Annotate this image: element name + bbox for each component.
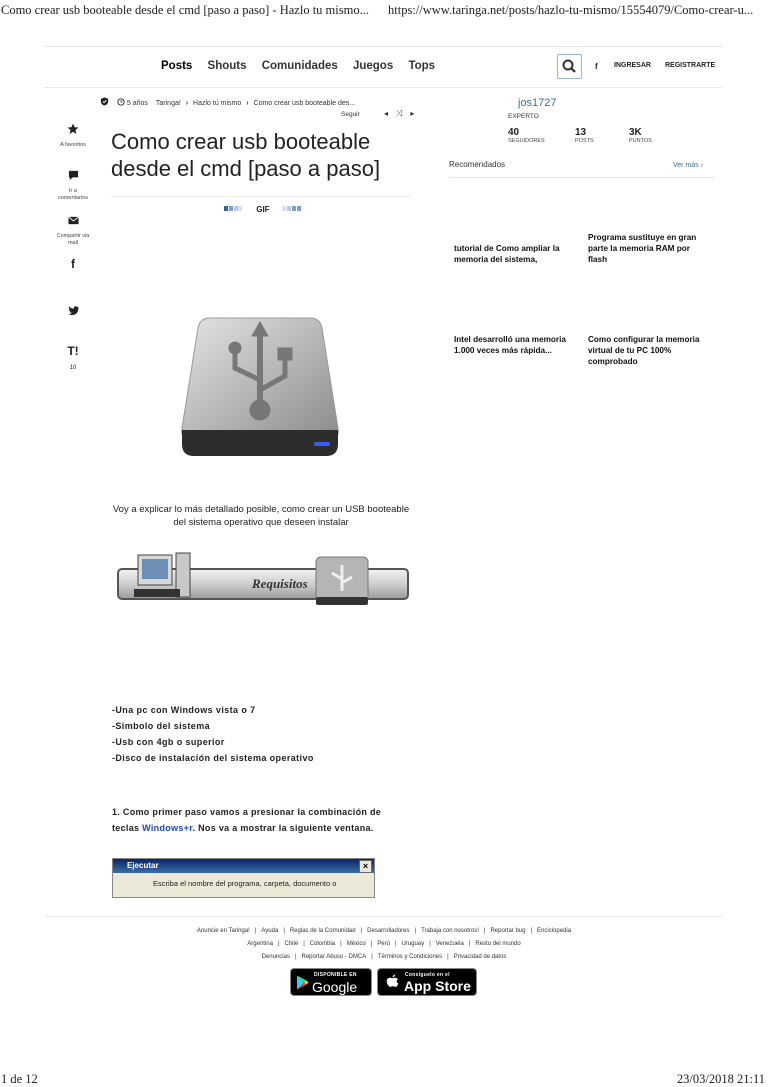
print-footer-datetime: 23/03/2018 21:11 bbox=[676, 1072, 765, 1086]
nav-item-posts[interactable]: Posts bbox=[161, 60, 193, 72]
posts-count: 13 bbox=[575, 127, 587, 138]
separator: | bbox=[447, 954, 449, 960]
post-intro: Voy a explicar lo más detallado posible, como crear un USB booteable del sistema operativo que deseen instalar bbox=[112, 504, 410, 528]
points-count: 10 bbox=[69, 365, 77, 371]
usb-drive-image bbox=[170, 310, 350, 460]
apple-icon bbox=[386, 974, 399, 990]
footer-links-row-3 bbox=[0, 954, 768, 960]
clock-icon bbox=[117, 98, 125, 106]
footer-link[interactable]: Reglas de la Comunidad bbox=[289, 928, 356, 934]
step-1-text bbox=[112, 804, 402, 836]
step-1-text-end: . Nos va a mostrar la siguiente ventana. bbox=[192, 823, 374, 833]
random-post-icon[interactable]: ⤨ bbox=[396, 109, 411, 118]
separator: | bbox=[370, 941, 373, 947]
mail-icon[interactable] bbox=[58, 212, 88, 230]
next-post-icon[interactable]: ▸ bbox=[410, 109, 423, 118]
close-icon: × bbox=[359, 860, 372, 873]
footer-link[interactable]: Reportar bug bbox=[490, 928, 526, 934]
footer-link[interactable]: Chile bbox=[284, 941, 299, 947]
print-header-url: https://www.taringa.net/posts/hazlo-tu-mismo/15554079/Como-crear-u... bbox=[388, 3, 754, 17]
run-dialog-titlebar bbox=[113, 859, 374, 873]
footer-link[interactable]: Trabaja con nosotros! bbox=[421, 928, 479, 934]
print-footer-page: 1 de 12 bbox=[1, 1072, 38, 1086]
footer-link[interactable]: Reportar Abuso - DMCA bbox=[301, 954, 367, 960]
previous-post-icon[interactable]: ◂ bbox=[384, 109, 397, 118]
footer-links-row-1 bbox=[0, 928, 768, 934]
footer-link[interactable]: Términos y Condiciones bbox=[377, 954, 443, 960]
facebook-share-icon[interactable]: f bbox=[71, 257, 75, 271]
followers-count: 40 bbox=[508, 127, 520, 138]
separator: | bbox=[394, 941, 397, 947]
breadcrumb bbox=[100, 97, 355, 107]
points-total: 3K bbox=[629, 127, 642, 138]
list-item: -Usb con 4gb o superior bbox=[112, 737, 225, 747]
post-navigation bbox=[384, 109, 422, 119]
comments-label[interactable]: Ir a comentarios bbox=[58, 188, 88, 201]
footer-link[interactable]: Anuncie en Taringa! bbox=[196, 928, 250, 934]
separator: | bbox=[360, 928, 363, 934]
favorites-label[interactable]: A favoritos bbox=[60, 142, 86, 148]
recommended-item[interactable]: Como configurar la memoria virtual de tu PC 100% comprobado bbox=[588, 335, 700, 366]
breadcrumb-site[interactable]: Taringa! bbox=[155, 100, 181, 107]
requirements-banner-text: Requisitos bbox=[252, 576, 308, 591]
requirements-list bbox=[112, 702, 314, 766]
footer-link[interactable]: Desarrolladores bbox=[367, 928, 410, 934]
recommended-header: Recomendados bbox=[449, 160, 506, 169]
step-1-text-start: 1. Como primer paso vamos a presionar la combinación de teclas bbox=[112, 807, 382, 833]
list-item: -Simbolo del sistema bbox=[112, 721, 211, 731]
gif-label: GIF bbox=[256, 205, 270, 214]
separator: | bbox=[371, 954, 373, 960]
separator: | bbox=[303, 941, 305, 947]
loading-dots-icon bbox=[282, 206, 302, 211]
chevron-right-icon: › bbox=[246, 100, 249, 107]
chevron-right-icon: › bbox=[185, 100, 189, 107]
divider bbox=[45, 916, 722, 917]
keyboard-shortcut: Windows+r bbox=[142, 823, 193, 833]
post-age: 5 años bbox=[126, 100, 148, 107]
recommended-item[interactable]: tutorial de Como ampliar la memoria del sistema, bbox=[454, 244, 560, 264]
followers-stat bbox=[508, 127, 545, 144]
search-button[interactable] bbox=[557, 54, 582, 79]
separator: | bbox=[340, 941, 342, 947]
separator: | bbox=[254, 928, 257, 934]
nav-item-comunidades[interactable]: Comunidades bbox=[261, 60, 338, 72]
separator: | bbox=[483, 928, 486, 934]
google-play-text: Google play bbox=[312, 979, 358, 1011]
see-more-link[interactable] bbox=[673, 162, 703, 169]
app-store-badge[interactable] bbox=[377, 968, 477, 996]
separator: | bbox=[429, 941, 431, 947]
run-dialog-text: Escriba el nombre del programa, carpeta, documento o bbox=[153, 879, 337, 888]
list-item: -Una pc con Windows vista o 7 bbox=[112, 705, 256, 715]
separator: | bbox=[414, 928, 417, 934]
footer-link[interactable]: Venezuela bbox=[435, 941, 464, 947]
share-mail-label[interactable]: Compartir via mail bbox=[56, 233, 90, 246]
nav-item-shouts[interactable]: Shouts bbox=[207, 60, 247, 72]
recommended-item[interactable]: Programa sustituye en gran parte la memoria RAM por flash bbox=[588, 233, 697, 264]
breadcrumb-category[interactable]: Hazlo tú mismo bbox=[193, 100, 242, 107]
post-title: Como crear usb booteable desde el cmd [paso a paso] bbox=[111, 129, 381, 181]
footer-link[interactable]: Enciclopedia bbox=[537, 928, 572, 934]
posts-stat bbox=[575, 127, 594, 144]
footer-link[interactable]: Uruguay bbox=[401, 941, 425, 947]
gif-indicator bbox=[224, 205, 302, 214]
facebook-login-icon[interactable]: f bbox=[595, 62, 598, 71]
separator: | bbox=[277, 941, 280, 947]
footer-link[interactable]: Privacidad de datos bbox=[453, 954, 507, 960]
google-play-icon bbox=[296, 975, 309, 990]
run-dialog-screenshot bbox=[112, 858, 375, 898]
print-header-title: Como crear usb booteable desde el cmd [paso a paso] - Hazlo tu mismo... bbox=[1, 3, 369, 17]
comment-icon[interactable] bbox=[58, 168, 88, 186]
verified-shield-icon bbox=[100, 97, 109, 106]
search-icon bbox=[558, 55, 581, 78]
nav-item-tops[interactable]: Tops bbox=[408, 60, 436, 72]
loading-dots-icon bbox=[224, 206, 242, 211]
google-play-badge[interactable] bbox=[290, 968, 372, 1011]
top-nav bbox=[45, 46, 722, 88]
register-link[interactable]: REGISTRARTE bbox=[665, 62, 716, 69]
recommended-item[interactable]: Intel desarrolló una memoria 1.000 veces más rápida... bbox=[454, 335, 566, 355]
divider bbox=[111, 196, 411, 197]
posts-label: POSTS bbox=[575, 138, 594, 144]
footer-link[interactable]: Ayuda bbox=[261, 928, 279, 934]
twitter-share-icon[interactable] bbox=[58, 302, 88, 320]
app-store-small-text: Consíguelo en el bbox=[405, 972, 450, 978]
app-store-text: App Store bbox=[404, 978, 471, 994]
nav-item-juegos[interactable]: Juegos bbox=[352, 60, 394, 72]
footer-links-row-2 bbox=[0, 941, 768, 947]
separator: | bbox=[530, 928, 533, 934]
requirements-banner bbox=[110, 545, 410, 613]
footer-link[interactable]: México bbox=[346, 941, 366, 947]
author-rank: EXPERTO bbox=[508, 113, 539, 120]
list-item: -Disco de instalación del sistema operativo bbox=[112, 753, 314, 763]
separator: | bbox=[294, 954, 297, 960]
chevron-right-icon: › bbox=[700, 162, 703, 169]
follow-button[interactable]: Seguir bbox=[341, 111, 360, 118]
author-name[interactable]: jos1727 bbox=[518, 97, 557, 109]
login-link[interactable]: INGRESAR bbox=[614, 62, 651, 69]
followers-label: SEGUIDORES bbox=[508, 138, 545, 144]
footer-link[interactable]: Colombia bbox=[309, 941, 336, 947]
run-dialog-title: Ejecutar bbox=[127, 861, 159, 870]
points-label: PUNTOS bbox=[629, 138, 652, 144]
footer-link[interactable]: Perú bbox=[377, 941, 390, 947]
points-icon[interactable]: T! bbox=[67, 344, 79, 358]
star-icon[interactable] bbox=[58, 122, 88, 140]
separator: | bbox=[468, 941, 471, 947]
breadcrumb-post[interactable]: Como crear usb booteable des... bbox=[253, 100, 356, 107]
see-more-label: Ver más bbox=[673, 162, 699, 169]
footer-link[interactable]: Resto del mundo bbox=[475, 941, 521, 947]
separator: | bbox=[283, 928, 285, 934]
divider bbox=[449, 177, 714, 178]
points-stat bbox=[629, 127, 652, 144]
google-play-small-text: DISPONIBLE EN bbox=[314, 972, 357, 978]
footer-link[interactable]: Argentina bbox=[247, 941, 273, 947]
footer-link[interactable]: Denuncias bbox=[261, 954, 290, 960]
nav-menu bbox=[161, 60, 447, 72]
